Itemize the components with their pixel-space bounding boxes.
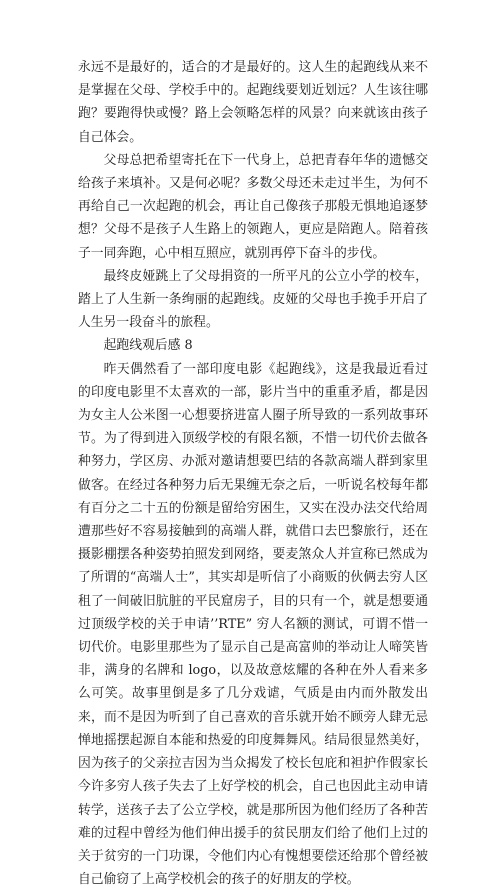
paragraph-ending: 最终皮娅跳上了父母捐资的一所平凡的公立小学的校车，踏上了人生新一条绚丽的起跑线。皮娅的父母也手挽手开启了人生另一段奋斗的旅程。 [78, 268, 428, 331]
document-page [78, 56, 428, 891]
paragraph-parents: 父母总把希望寄托在下一代身上，总把青春年华的遗憾交给孩子来填补。又是何必呢？多数父母还未走过半生，为何不再给自己一次起跑的机会，再让自己像孩子那般无惧地追逐梦想？父母不是孩子人生路上的领跑人，更应是陪跑人。陪着孩子一同奔跑，心中相互照应，就别再停下奋斗的步伐。 [78, 152, 428, 261]
section-heading: 起跑线观后感 8 [103, 338, 193, 354]
paragraph-intro-continuation: 永远不是最好的，适合的才是最好的。这人生的起跑线从来不是掌握在父母、学校手中的。起跑线要划近划远？人生该往哪跑？要跑得快或慢？路上会领略怎样的风景？向来就该由孩子自己体会。 [78, 60, 428, 145]
paragraph-review: 昨天偶然看了一部印度电影《起跑线》，这是我最近看过的印度电影里不太喜欢的一部，影片当中的重重矛盾，都是因为女主人公米图一心想要挤进富人圈子所导致的一系列故事环节。为了得到进入顶级学校的有限名额，不惜一切代价去做各种努力，学区房、办派对邀请想要巴结的各款高端人群到家里做客。在经过各种努力后无果缠无奈之后，一听说名校每年都有百分之二十五的份额是留给穷困生，又实在没办法交代给周遭那些好不容易接触到的高端人群，就借口去巴黎旅行，还在摄影棚摆各种姿势拍照发到网络，要麦煞众人并宣称已然成为了所谓的“高端人士”，其实却是听信了小商贩的伙俩去穷人区租了一间破旧肮脏的平民窟房子，目的只有一个，就是想要通过顶级学校的关于申请’’RTE” 穷人名额的测试，可谓不惜一切代价。电影里那些为了显示自己是高富帅的举动让人啼笑皆非，满身的名牌和 logo，以及故意炫耀的各种在外人看来多么可笑。故事里倒是多了几分戏谑，气质是由内而外散发出来，而不是因为听到了自己喜欢的音乐就开始不顾旁人肆无忌惮地摇摆起源自本能和热爱的印度舞舞风。结局很显然美好，因为孩子的父亲拉吉因为当众揭发了校长包庇和袒护作假家长今许多穷人孩子失去了上好学校的机会，自己也因此主动申请转学，送孩子去了公立学校，就是那所因为他们经历了各种苦难的过程中曾经为他们伸出援手的贫民朋友们给了他们上过的关于贫穷的一门功课，令他们内心有愧想要偿还给那个曾经被自己偷窃了上高学校机会的孩子的好朋友的学校。 [78, 361, 428, 888]
